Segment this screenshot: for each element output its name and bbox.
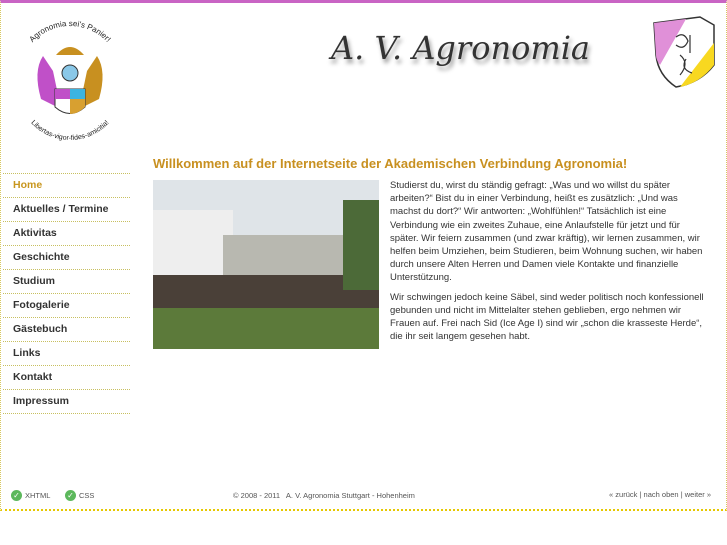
intro-paragraph: Wir schwingen jedoch keine Säbel, sind weder politisch noch konfessionell gebunden und nicht im Mittelalter stehen geblieben, ergo nehmen wir Frauen auf. Frei nach Sid (Ice Age I) sind wir „schon die krasseste Herde“, die ihr seit langem gesehen habt. <box>390 291 704 343</box>
main-navigation <box>3 173 130 414</box>
intro-paragraph: Studierst du, wirst du ständig gefragt: „Was und wo willst du später arbeiten?“ Bist du in einer Verbindung, heißt es zusätzlich: „Und was machst du dort?“ Wir antworten: „Wohlfühlen!“ Tatsächlich ist eine Verbindung wie ein zweites Zuhaue, eine Anlaufstelle für jetzt und für später. Wir feiern zusammen (und zwar kräftig), wir lernen zusammen, wir helfen beim Umziehen, beim Studieren, beim Wohnung suchen, wir haben durch unsere Alten Herren und Damen viele Kontakte und finanzielle Unterstützung. <box>390 180 703 284</box>
crest-motto-bottom: Libertas-vigor-fides-amicitia! <box>29 119 111 143</box>
group-photo <box>153 180 379 349</box>
intro-text <box>390 179 708 349</box>
crest-motto-top: Agronomia sei's Panier! <box>27 18 113 44</box>
nav-item-geschichte[interactable]: Geschichte <box>3 245 130 269</box>
page-heading: Willkommen auf der Internetseite der Akademischen Verbindung Agronomia! <box>153 156 628 171</box>
nav-item-fotogalerie[interactable]: Fotogalerie <box>3 293 130 317</box>
page-links <box>609 490 711 499</box>
css-valid-link[interactable] <box>65 490 94 501</box>
separator: | <box>639 490 642 499</box>
nav-item-kontakt[interactable]: Kontakt <box>3 365 130 389</box>
nav-item-links[interactable]: Links <box>3 341 130 365</box>
nav-item-aktivitas[interactable]: Aktivitas <box>3 221 130 245</box>
back-link[interactable]: « zurück <box>609 490 638 499</box>
nav-item-home[interactable]: Home <box>3 173 130 197</box>
top-link[interactable]: nach oben <box>643 490 679 499</box>
nav-divider <box>3 413 130 414</box>
check-icon: ✓ <box>65 490 76 501</box>
nav-item-aktuelles[interactable]: Aktuelles / Termine <box>3 197 130 221</box>
check-icon: ✓ <box>11 490 22 501</box>
xhtml-label: XHTML <box>25 491 51 500</box>
coat-of-arms-logo <box>9 11 131 143</box>
site-title: A. V. Agronomia <box>331 29 590 67</box>
copyright: © 2008 - 2011 A. V. Agronomia Stuttgart - Hohenheim <box>233 491 415 500</box>
shield-logo <box>650 15 718 89</box>
next-link[interactable]: weiter » <box>684 490 711 499</box>
css-label: CSS <box>79 491 95 500</box>
nav-item-studium[interactable]: Studium <box>3 269 130 293</box>
nav-item-impressum[interactable]: Impressum <box>3 389 130 413</box>
separator: | <box>680 490 683 499</box>
nav-item-gaestebuch[interactable]: Gästebuch <box>3 317 130 341</box>
xhtml-valid-link[interactable] <box>11 490 50 501</box>
